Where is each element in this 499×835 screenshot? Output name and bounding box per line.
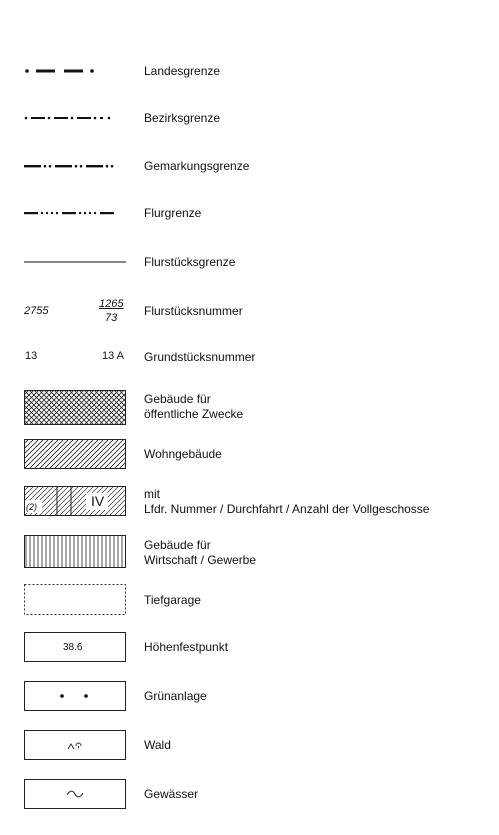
- tiefgarage-symbol: [24, 584, 126, 615]
- bezirksgrenze-symbol: [24, 111, 126, 125]
- legend-row-tiefgarage: [0, 584, 499, 615]
- legend-row-mit-nummer: [0, 486, 499, 516]
- gebaeude-oeffentlich-label-line2: öffentliche Zwecke: [144, 407, 244, 421]
- hoehenfestpunkt-example-value: 38.6: [63, 642, 83, 653]
- gemarkungsgrenze-symbol: [24, 159, 126, 173]
- grundstuecksnummer-label: Grundstücksnummer: [144, 350, 256, 364]
- mit-nummer-label: [144, 487, 429, 517]
- mit-nummer-example-geschosse: IV: [91, 493, 105, 509]
- gemarkungsgrenze-label: Gemarkungsgrenze: [144, 159, 250, 173]
- grundstuecksnummer-symbol: [24, 350, 126, 364]
- flurstuecksgrenze-label: Flurstücksgrenze: [144, 255, 236, 269]
- mit-nummer-example-lfdnr: (2): [26, 502, 37, 512]
- gewaesser-symbol: [24, 779, 126, 809]
- flurgrenze-label: Flurgrenze: [144, 206, 202, 220]
- flurstuecksnummer-symbol: [24, 298, 126, 326]
- gebaeude-wirtschaft-label: [144, 538, 256, 568]
- legend-row-hoehenfestpunkt: [0, 632, 499, 662]
- hoehenfestpunkt-label: Höhenfestpunkt: [144, 640, 229, 654]
- gebaeude-oeffentlich-symbol: [24, 390, 126, 425]
- mit-nummer-symbol: [24, 486, 126, 516]
- gebaeude-wirtschaft-symbol: [24, 535, 126, 568]
- mit-nummer-label-line1: mit: [144, 487, 160, 501]
- legend-row-gebaeude-oeffentlich: [0, 390, 499, 425]
- legend-row-wald: [0, 730, 499, 760]
- legend-row-grundstuecksnummer: [0, 350, 499, 364]
- legend-row-gruenanlage: [0, 681, 499, 711]
- gebaeude-oeffentlich-label-line1: Gebäude für: [144, 392, 211, 406]
- flurstuecksgrenze-symbol: [24, 255, 126, 269]
- wohngebaeude-label: Wohngebäude: [144, 447, 222, 461]
- legend-row-landesgrenze: [0, 64, 499, 78]
- landesgrenze-label: Landesgrenze: [144, 64, 221, 78]
- legend-row-gewaesser: [0, 779, 499, 809]
- legend-row-wohngebaeude: [0, 439, 499, 469]
- hoehenfestpunkt-symbol: [24, 632, 126, 662]
- legend-row-gemarkungsgrenze: [0, 159, 499, 173]
- legend-row-gebaeude-wirtschaft: [0, 535, 499, 568]
- gebaeude-wirtschaft-label-line1: Gebäude für: [144, 538, 211, 552]
- landesgrenze-symbol: [24, 64, 126, 78]
- legend-row-flurstuecksgrenze: [0, 255, 499, 269]
- legend-row-bezirksgrenze: [0, 111, 499, 125]
- wohngebaeude-symbol: [24, 439, 126, 469]
- gewaesser-label: Gewässer: [144, 787, 199, 801]
- gruenanlage-label: Grünanlage: [144, 689, 207, 703]
- mit-nummer-label-line2: Lfdr. Nummer / Durchfahrt / Anzahl der Vollgeschosse: [144, 502, 430, 516]
- gebaeude-wirtschaft-label-line2: Wirtschaft / Gewerbe: [144, 553, 257, 567]
- tiefgarage-label: Tiefgarage: [144, 593, 201, 607]
- gebaeude-oeffentlich-label: [144, 392, 243, 422]
- flurstuecksnummer-example-single: 2755: [24, 305, 49, 317]
- gruenanlage-dot-icon: [60, 694, 64, 698]
- flurstuecksnummer-label: Flurstücksnummer: [144, 304, 243, 318]
- wald-symbol: [24, 730, 126, 760]
- wald-label: Wald: [144, 738, 171, 752]
- legend-row-flurgrenze: [0, 206, 499, 220]
- legend-row-flurstuecksnummer: [0, 298, 499, 326]
- grundstuecksnummer-example-right: 13 A: [102, 350, 125, 362]
- bezirksgrenze-label: Bezirksgrenze: [144, 111, 221, 125]
- flurstuecksnummer-example-denominator: 73: [105, 312, 118, 324]
- flurgrenze-symbol: [24, 206, 126, 220]
- grundstuecksnummer-example-left: 13: [25, 350, 38, 362]
- flurstuecksnummer-example-numerator: 1265: [99, 298, 124, 310]
- gruenanlage-dot-icon: [84, 694, 88, 698]
- gruenanlage-symbol: [24, 681, 126, 711]
